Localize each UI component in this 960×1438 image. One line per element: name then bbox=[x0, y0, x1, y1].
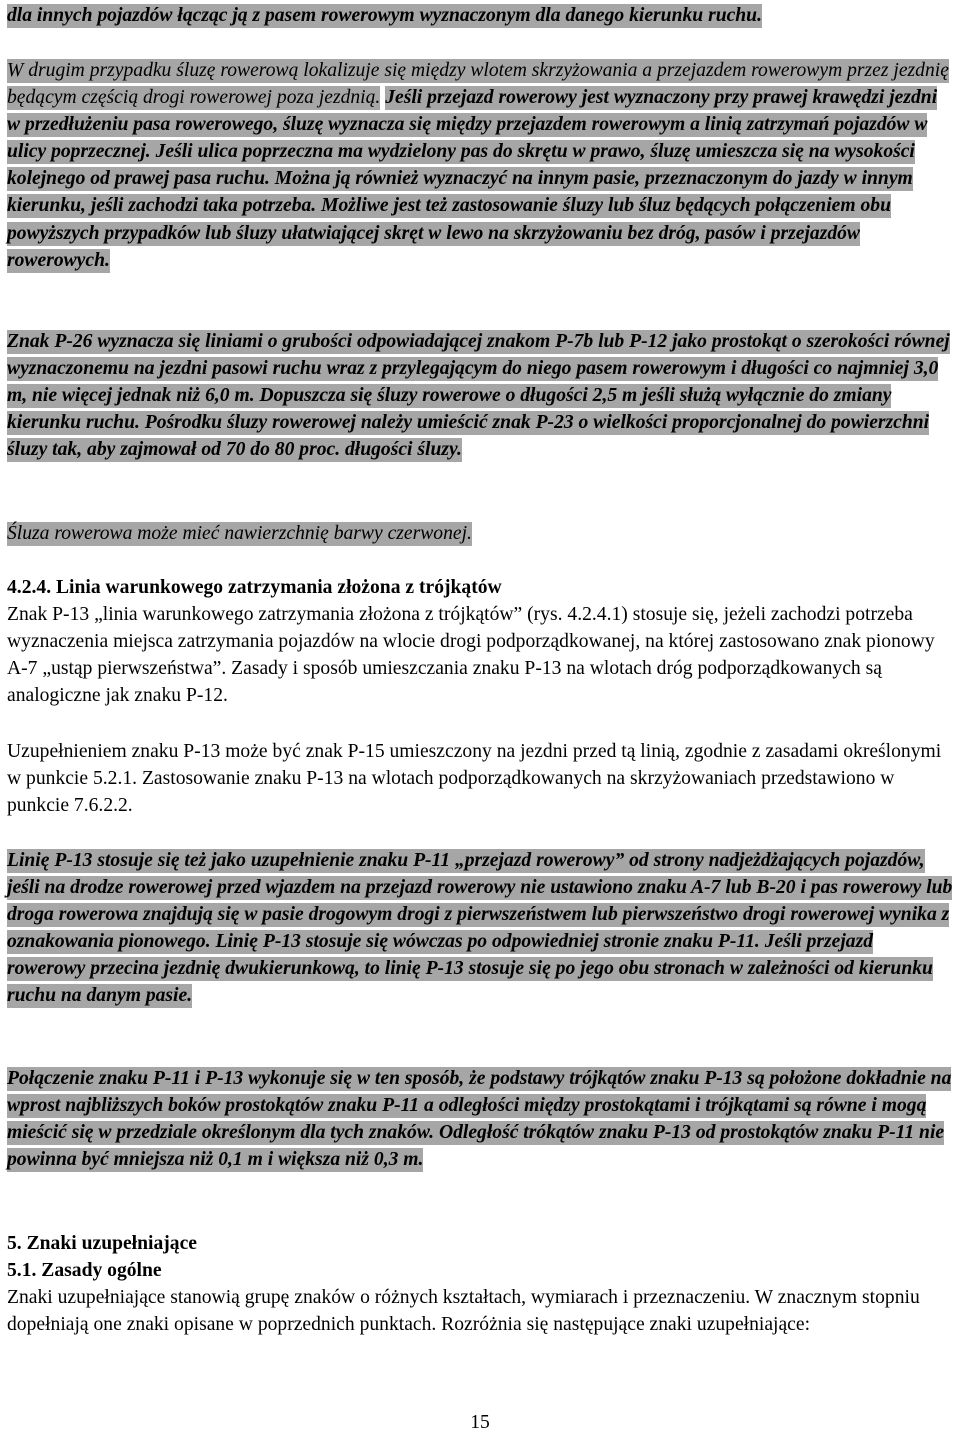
highlighted-text: dla innych pojazdów łącząc ją z pasem rowerowym wyznaczonym dla danego kierunku ruchu. bbox=[7, 5, 762, 26]
highlighted-text: W drugim przypadku śluzę rowerową lokalizuje się między wlotem skrzyżowania a przejazdem rowerowym przez jezdnię będącym częścią drogi rowerowej poza jezdnią. bbox=[7, 60, 949, 109]
paragraph-p13-sign: Znak P-13 „linia warunkowego zatrzymania złożona z trójkątów” (rys. 4.2.4.1) stosuje się, jeżeli zachodzi potrzeba wyznaczenia miejsca zatrzymania pojazdów na wlocie drogi podporządkowanej, na której zastosowano znak pionowy A-7 „ustąp pierwszeństwa”. Zasady i sposób umieszczania znaku P-13 na wlotach dróg podporządkowanych są analogiczne jak znaku P-12. bbox=[7, 604, 935, 707]
paragraph-bicycle-lock-second-case bbox=[7, 57, 953, 274]
section-heading-5-1: 5.1. Zasady ogólne bbox=[7, 1260, 162, 1281]
highlighted-text: Śluza rowerowa może mieć nawierzchnię barwy czerwonej. bbox=[7, 523, 472, 544]
highlighted-text: Znak P-26 wyznacza się liniami o grubości odpowiadającej znakom P-7b lub P-12 jako prostokąt o szerokości równej wyznaczonemu na jezdni pasowi ruchu wraz z przylegającym do niego pasem rowerowym i długości co najmniej 3,0 m, nie więcej jednak niż 6,0 m. Dopuszcza się śluzy rowerowe o długości 2,5 m jeśli służą wyłącznie do zmiany kierunku ruchu. Pośrodku śluzy rowerowej należy umieścić znak P-23 o wielkości proporcjonalnej do powierzchni śluzy tak, aby zajmował od 70 do 80 proc. długości śluzy. bbox=[7, 331, 950, 461]
highlighted-text: Linię P-13 stosuje się też jako uzupełnienie znaku P-11 „przejazd rowerowy” od strony nadjeżdżających pojazdów, jeśli na drodze rowerowej przed wjazdem na przejazd rowerowy nie ustawiono znaku A-7 lub B-20 i pas rowerowy lub droga rowerowa znajdują się w pasie drogowym drogi z pierwszeństwem lub pierwszeństwo drogi rowerowej wynika z oznakowania pionowego. Linię P-13 stosuje się wówczas po odpowiedniej stronie znaku P-11. Jeśli przejazd rowerowy przecina jezdnię dwukierunkową, to linię P-13 stosuje się po jego obu stronach w zależności od kierunku ruchu na danym pasie. bbox=[7, 850, 953, 1007]
section-heading-5: 5. Znaki uzupełniające bbox=[7, 1233, 197, 1254]
paragraph-continuation bbox=[7, 2, 953, 29]
paragraph-p13-with-p11 bbox=[7, 847, 953, 1010]
paragraph-p13-supplement: Uzupełnieniem znaku P-13 może być znak P-15 umieszczony na jezdni przed tą linią, zgodnie z zasadami określonymi w punkcie 5.2.1. Zastosowanie znaku P-13 na wlotach podporządkowanych na skrzyżowaniach przedstawiono w punkcie 7.6.2.2. bbox=[7, 741, 942, 817]
paragraph-red-surface bbox=[7, 520, 953, 547]
paragraph-p11-p13-connection bbox=[7, 1065, 953, 1173]
highlighted-text: Jeśli przejazd rowerowy jest wyznaczony przy prawej krawędzi jezdni w przedłużeniu pasa rowerowego, śluzę wyznacza się między przejazdem rowerowym a linią zatrzymań pojazdów w ulicy poprzecznej. Jeśli ulica poprzeczna ma wydzielony pas do skrętu w prawo, śluzę umieszcza się na wysokości kolejnego od prawej pasa ruchu. Można ją również wyznaczyć na innym pasie, przeznaczonym do jazdy w innym kierunku, jeśli zachodzi taka potrzeba. Możliwe jest też zastosowanie śluzy lub śluz będących połączeniem obu powyższych przypadków lub śluzy ułatwiającej skręt w lewo na skrzyżowaniu bez dróg, pasów i przejazdów rowerowych. bbox=[7, 87, 938, 271]
highlighted-text: Połączenie znaku P-11 i P-13 wykonuje się w ten sposób, że podstawy trójkątów znaku P-13 są położone dokładnie na wprost najbliższych boków prostokątów znaku P-11 a odległości między prostokątami i trójkątami są równe i mogą mieścić się w przedziale określonym dla tych znaków. Odległość trókątów znaku P-13 od prostokątów znaku P-11 nie powinna być mniejsza niż 0,1 m i większa niż 0,3 m. bbox=[7, 1068, 952, 1171]
page-number: 15 bbox=[470, 1412, 490, 1433]
section-heading-4-2-4: 4.2.4. Linia warunkowego zatrzymania złożona z trójkątów bbox=[7, 577, 502, 598]
paragraph-supplementary-signs: Znaki uzupełniające stanowią grupę znaków o różnych kształtach, wymiarach i przeznaczeniu. W znacznym stopniu dopełniają one znaki opisane w poprzednich punktach. Rozróżnia się następujące znaki uzupełniające: bbox=[7, 1287, 920, 1336]
paragraph-p26-sign bbox=[7, 328, 953, 463]
